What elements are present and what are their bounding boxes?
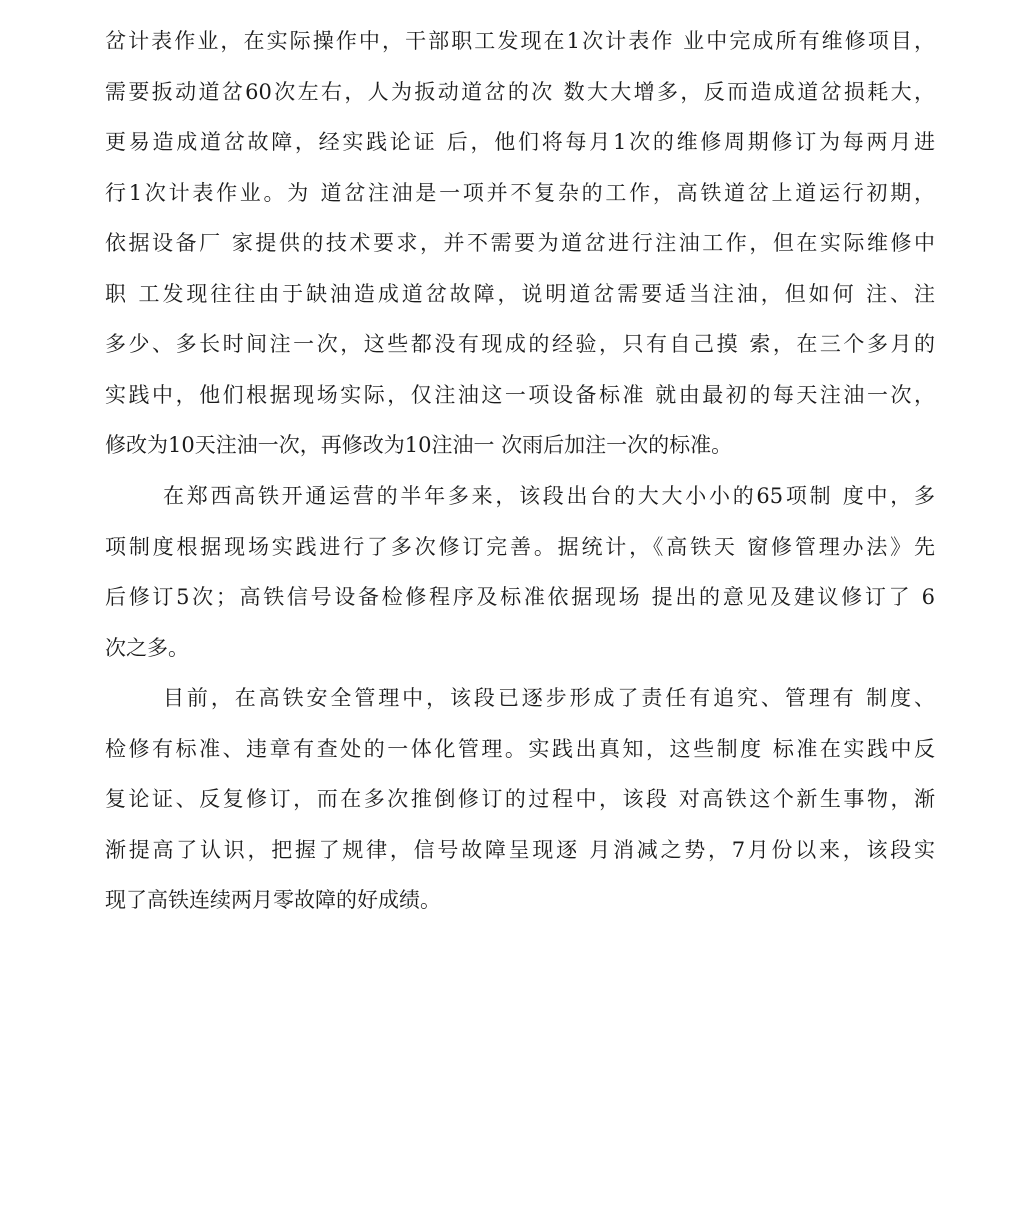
paragraph-2-line-4: 次之多。 [105, 636, 189, 660]
paragraph-1-line-3: 更易造成道岔故障，经实践论证 后，他们将每月1次的维修周期修订为每两月进 [105, 130, 935, 154]
paragraph-3-line-1: 目前，在高铁安全管理中，该段已逐步形成了责任有追究、管理有 制度、 [163, 686, 935, 710]
paragraph-2-line-3: 后修订5次；高铁信号设备检修程序及标准依据现场 提出的意见及建议修订了 6 [105, 585, 935, 609]
paragraph-1-line-2: 需要扳动道岔60次左右，人为扳动道岔的次 数大大增多，反而造成道岔损耗大， [105, 80, 935, 104]
paragraph-1-line-8: 实践中，他们根据现场实际，仅注油这一项设备标准 就由最初的每天注油一次， [105, 383, 935, 407]
paragraph-1-line-5: 依据设备厂 家提供的技术要求，并不需要为道岔进行注油工作，但在实际维修中 [105, 231, 935, 255]
paragraph-1-line-1: 岔计表作业，在实际操作中，干部职工发现在1次计表作 业中完成所有维修项目， [105, 29, 935, 53]
paragraph-3-line-4: 渐提高了认识，把握了规律，信号故障呈现逐 月消减之势，7月份以来，该段实 [105, 838, 935, 862]
paragraph-2-line-2: 项制度根据现场实践进行了多次修订完善。据统计，《高铁天 窗修管理办法》先 [105, 535, 935, 559]
paragraph-1-line-4: 行1次计表作业。为 道岔注油是一项并不复杂的工作，高铁道岔上道运行初期， [105, 181, 935, 205]
paragraph-3-line-3: 复论证、反复修订，而在多次推倒修订的过程中，该段 对高铁这个新生事物，渐 [105, 787, 935, 811]
paragraph-1-line-7: 多少、多长时间注一次，这些都没有现成的经验，只有自己摸 索，在三个多月的 [105, 332, 935, 356]
paragraph-2-line-1: 在郑西高铁开通运营的半年多来，该段出台的大大小小的65项制 度中，多 [163, 484, 935, 508]
paragraph-3-line-2: 检修有标准、违章有查处的一体化管理。实践出真知，这些制度 标准在实践中反 [105, 737, 935, 761]
paragraph-1-line-9: 修改为10天注油一次，再修改为10注油一 次雨后加注一次的标准。 [105, 433, 733, 457]
paragraph-1-line-6: 职 工发现往往由于缺油造成道岔故障，说明道岔需要适当注油，但如何 注、注 [105, 282, 935, 306]
paragraph-3-line-5: 现了高铁连续两月零故障的好成绩。 [105, 888, 441, 912]
